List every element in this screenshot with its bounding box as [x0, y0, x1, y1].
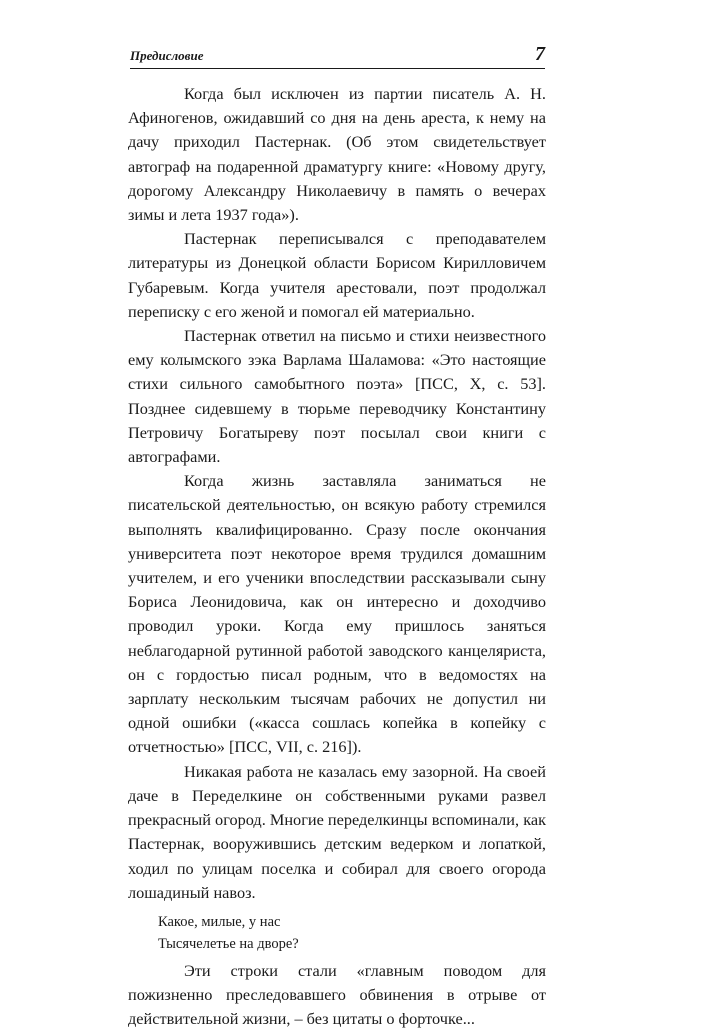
page-number: 7 [535, 43, 545, 65]
paragraph: Пастернак переписывался с преподавателем литературы из Донецкой области Борисом Кирилловичем Губаревым. Когда учителя арестовали, поэт продолжал переписку с его женой и помогал ей материально. [128, 229, 546, 321]
poem-line: Какое, милые, у нас [158, 913, 281, 930]
running-header [130, 40, 545, 69]
body-text [128, 82, 546, 1032]
paragraph: Пастернак ответил на письмо и стихи неизвестного ему колымского зэка Варлама Шаламова: «Это настоящие стихи сильного самобытного поэта» [ПСС, X, с. 53]. Позднее сидевшему в тюрьме переводчику Константину Петровичу Богатыреву поэт посылал свои книги с автографами. [128, 326, 546, 467]
paragraph: Когда был исключен из партии писатель А. Н. Афиногенов, ожидавший со дня на день ареста, к нему на дачу приходил Пастернак. (Об этом свидетельствует автограф на подаренной драматургу книге: «Новому другу, дорогому Александру Николаевичу в память о вечерах зимы и лета 1937 года»). [128, 84, 546, 225]
poem-quote [128, 911, 546, 955]
paragraph: Когда жизнь заставляла заниматься не писательской деятельностью, он всякую работу стремился выполнять квалифицированно. Сразу после окончания университета поэт некоторое время трудился домашним учителем, и его ученики впоследствии рассказывали сыну Бориса Леонидовича, как он интересно и доходчиво проводил уроки. Когда ему пришлось заняться неблагодарной рутинной работой заводского канцеляриста, он с гордостью писал родным, что в ведомостях на зарплату нескольким тысячам рабочих не допустил ни одной ошибки («касса сошлась копейка в копейку с отчетностью» [ПСС, VII, с. 216]). [128, 471, 546, 757]
paragraph: Эти строки стали «главным поводом для пожизненно преследовавшего обвинения в отрыве от действительной жизни, – без цитаты о форточке... [128, 960, 546, 1029]
paragraph: Никакая работа не казалась ему зазорной. На своей даче в Переделкине он собственными руками развел прекрасный огород. Многие переделкинцы вспоминали, как Пастернак, вооружившись детским ведерком и лопаткой, ходил по улицам поселка и собирал для своего огорода лошадиный навоз. [128, 761, 546, 902]
chapter-title: Предисловие [130, 48, 204, 63]
poem-line: Тысячелетье на дворе? [158, 935, 299, 952]
